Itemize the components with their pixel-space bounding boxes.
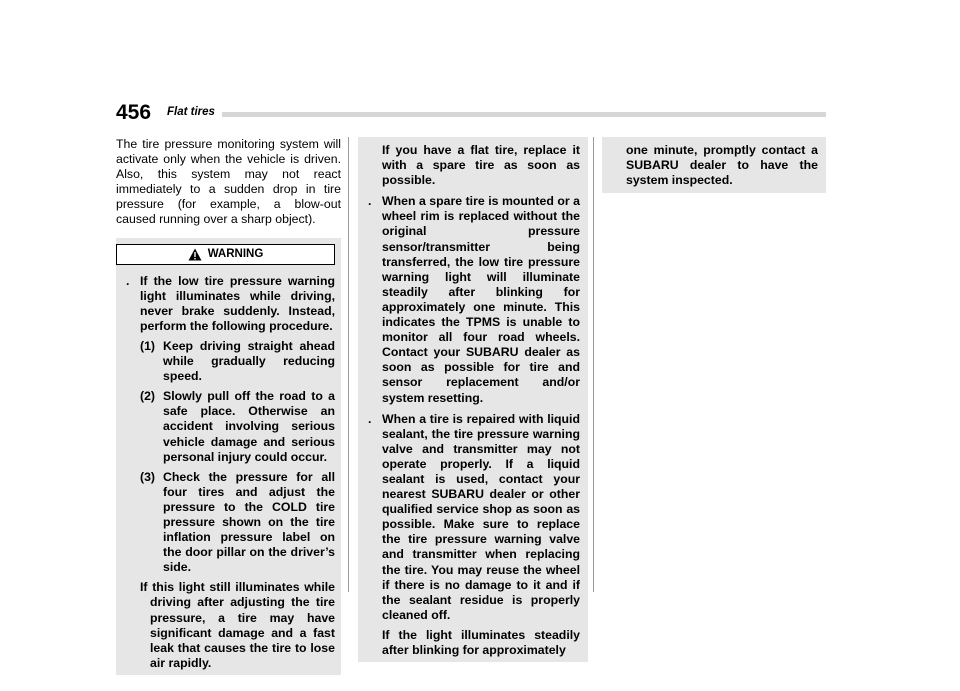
column-2 [358,137,588,662]
column-3 [602,137,826,193]
section-title: Flat tires [167,106,215,118]
page-number: 456 [116,101,152,124]
header-rule [222,112,826,117]
step-text: Check the pressure for all four tires and adjust the pressure to the COLD tire pressure shown on the tire inflation pressure label on the door pillar on the driver’s side. [163,469,335,575]
column-1 [116,137,341,675]
bullet-mark: . [368,411,372,426]
step-number: (2) [140,389,156,404]
continuation-paragraph: If you have a flat tire, replace it with a spare tire as soon as possible. [382,143,580,188]
warning-header [116,244,335,265]
intro-paragraph: The tire pressure monitoring system will activate only when the vehicle is driven. Also, this system may not react immediately to a sudden drop in tire pressure (for example, a blow-out caused running over a sharp object). [116,137,341,227]
bullet-mark: . [368,194,372,209]
after-steps-paragraph: If this light still illuminates while driving after adjusting the tire pressure, a tire may have significant damage and a fast leak that causes the tire to lose air rapidly. [140,580,335,670]
warning-title: WARNING [207,247,264,260]
step-text: Keep driving straight ahead while gradually reducing speed. [163,338,335,384]
warning-triangle-icon [188,248,202,261]
procedure-step [116,470,335,576]
bullet-paragraph: If the light illuminates steadily after blinking for approximately [382,627,580,657]
warning-box [116,238,341,675]
bullet-mark: . [126,273,130,288]
column-divider [348,137,349,592]
page-header [116,101,826,125]
warning-bullet-text: If the low tire pressure warning light illuminates while driving, never brake suddenly. Instead, perform the following procedure. [140,273,335,333]
warning-box-continued [602,137,826,193]
warning-bullet-text: When a spare tire is mounted or a wheel rim is replaced without the original pressure sensor/transmitter being transferred, the low tire pressure warning light will illuminate steadily after blinking for approximately one minute. This indicates the TPMS is unable to monitor all four road wheels. Contact your SUBARU dealer as soon as possible for tire and sensor replacement and/or system resetting. [382,194,580,405]
warning-bullet [116,274,335,334]
column-divider [593,137,594,592]
procedure-step [116,339,335,384]
step-number: (1) [140,338,156,353]
continuation-paragraph: one minute, promptly contact a SUBARU dealer to have the system inspected. [626,143,818,188]
warning-bullet [358,412,580,623]
warning-bullet [358,194,580,405]
step-text: Slowly pull off the road to a safe place. Otherwise an accident involving serious vehicle damage and serious personal injury could occur. [163,389,335,464]
procedure-step [116,389,335,464]
warning-bullet-text: When a tire is repaired with liquid sealant, the tire pressure warning valve and transmitter may not operate properly. If a liquid sealant is used, contact your nearest SUBARU dealer or other qualified service shop as soon as possible. Make sure to replace the tire pressure warning valve and transmitter when replacing the tire. You may reuse the wheel if there is no damage to it and if the sealant residue is properly cleaned off. [382,411,580,622]
warning-box-continued [358,137,588,662]
step-number: (3) [140,469,156,484]
